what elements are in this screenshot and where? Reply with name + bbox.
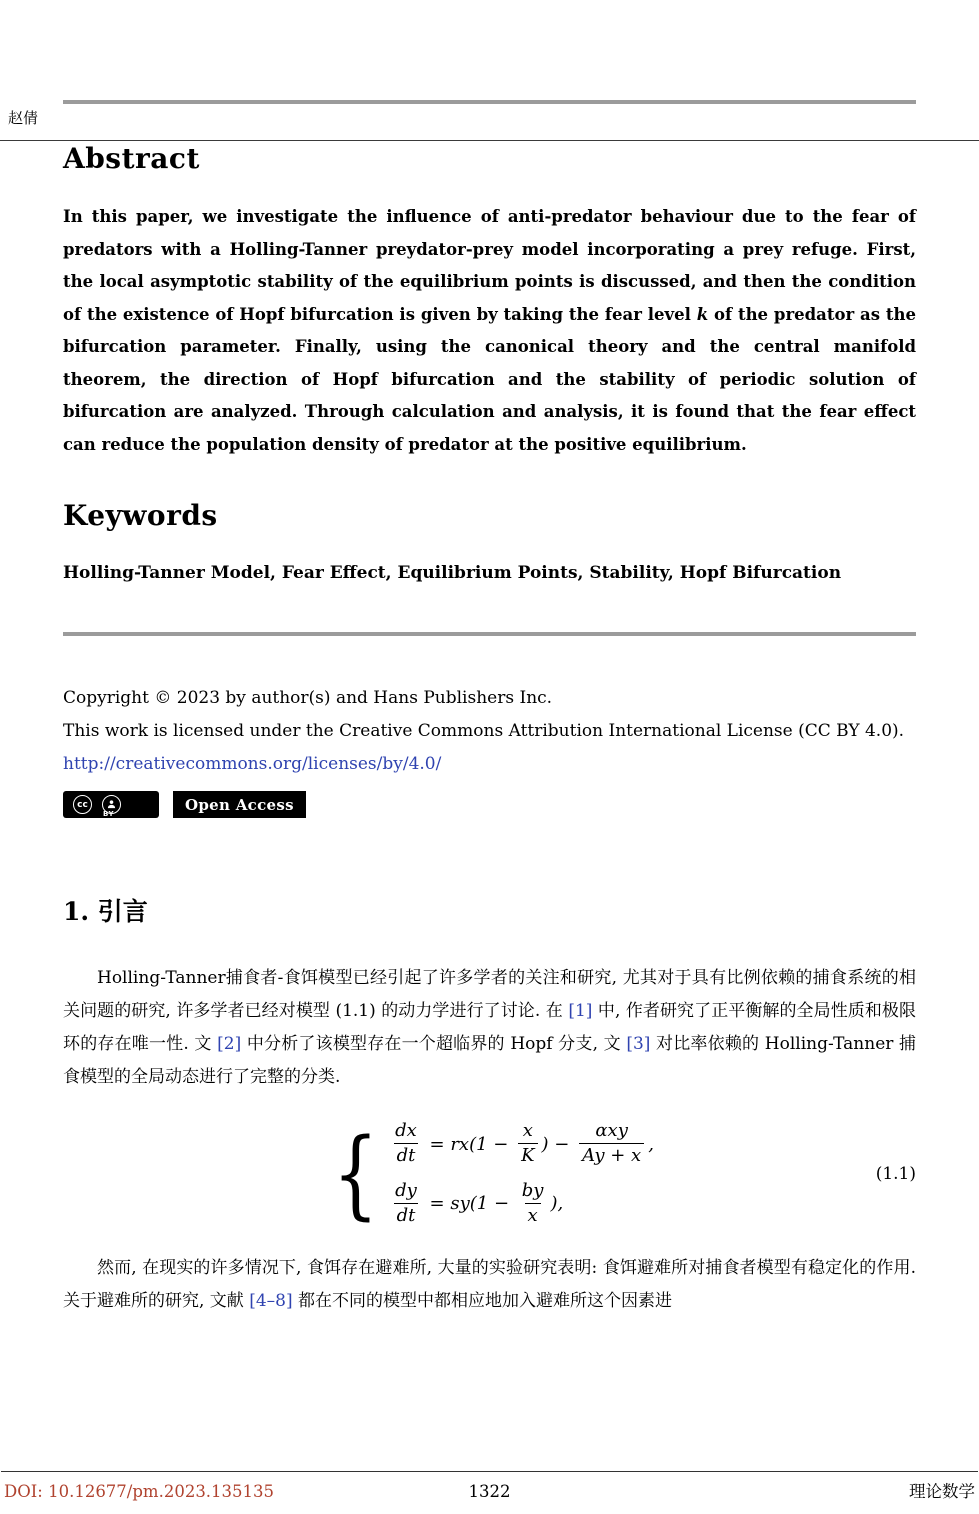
frac-den: K xyxy=(518,1143,537,1168)
cc-by-badge[interactable] xyxy=(63,791,159,818)
license-url-link[interactable]: http://creativecommons.org/licenses/by/4.0/ xyxy=(63,754,442,774)
header-rule xyxy=(0,140,979,141)
intro-p2-text2: 都在不同的模型中都相应地加入避难所这个因素进 xyxy=(292,1291,673,1311)
left-brace: { xyxy=(332,1118,379,1230)
eq1-tail: , xyxy=(648,1133,654,1155)
fraction-by-x xyxy=(519,1180,547,1228)
equation-number: (1.1) xyxy=(875,1164,916,1184)
citation-1[interactable]: [1] xyxy=(568,1001,593,1021)
equation-line-1 xyxy=(388,1120,654,1168)
equation-1-1 xyxy=(63,1120,916,1228)
copyright-block xyxy=(63,682,916,818)
fraction-x-K xyxy=(518,1120,537,1168)
license-line: This work is licensed under the Creative Commons Attribution International License (CC BY 4.0). xyxy=(63,721,905,741)
intro-p1-text1: Holling-Tanner捕食者-食饵模型已经引起了许多学者的关注和研究, 尤其对于具有比例依赖的捕食系统的相关问题的研究, 许多学者已经对模型 (1.1) 的动力学进行了讨论. 在 xyxy=(63,968,916,1021)
section-1-heading: 1. 引言 xyxy=(63,897,148,926)
intro-p1-text4: 对比率依赖的 Holling-Tanner 捕食模型的全局动态进行了完整的分类. xyxy=(63,1034,916,1087)
fraction-axy-Ayx xyxy=(579,1120,644,1168)
cc-icon xyxy=(73,795,92,814)
intro-p1-text3: 中分析了该模型存在一个超临界的 Hopf 分支, 文 xyxy=(241,1034,627,1054)
open-access-badge[interactable] xyxy=(173,791,306,818)
frac-den: dt xyxy=(394,1203,419,1228)
derivative-dx-dt xyxy=(392,1120,420,1168)
frac-den: x xyxy=(525,1203,541,1228)
frac-num: x xyxy=(522,1120,533,1142)
frac-den: dt xyxy=(394,1143,419,1168)
cc-by-label: BY xyxy=(103,810,115,818)
frac-num: by xyxy=(521,1180,544,1201)
intro-p2-text1: 然而, 在现实的许多情况下, 食饵存在避难所, 大量的实验研究表明: 食饵避难所对捕食者模型有稳定化的作用. 关于避难所的研究, 文献 xyxy=(63,1258,916,1311)
license-badges xyxy=(63,791,916,818)
copyright-line: Copyright © 2023 by author(s) and Hans Publishers Inc. xyxy=(63,688,553,708)
running-header xyxy=(8,107,38,128)
page-content xyxy=(0,100,979,1318)
frac-num: dy xyxy=(395,1180,417,1201)
citation-3[interactable]: [3] xyxy=(626,1034,651,1054)
math-var-k: k xyxy=(696,304,709,324)
abstract-text-part1: In this paper, we investigate the influence of anti-predator behaviour due to the fear of predators with a Holling-Tanner preydator-prey model incorporating a prey refuge. First, the local asymptotic stability of the equilibrium points is discussed, and then the condition of the existence of Hopf bifurcation is given by taking the fear level xyxy=(63,207,916,324)
footer-doi-link[interactable]: DOI: 10.12677/pm.2023.135135 xyxy=(4,1482,275,1501)
equation-lines xyxy=(388,1120,654,1228)
page-footer xyxy=(0,1471,979,1514)
eq1-mid1: = rx(1 − xyxy=(423,1133,515,1155)
cc-icon-label: cc xyxy=(77,799,88,810)
abstract-text-part2: of the predator as the bifurcation parameter. Finally, using the canonical theory and the central manifold theorem, the direction of Hopf bifurcation and the stability of periodic solution of bifurcation are analyzed. Through calculation and analysis, it is found that the fear effect can reduce the population density of predator at the positive equilibrium. xyxy=(63,304,916,454)
abstract-text xyxy=(63,201,916,461)
eq1-mid2: ) − xyxy=(541,1133,576,1155)
footer-row xyxy=(0,1472,979,1514)
eq2-tail: ), xyxy=(550,1193,564,1215)
equation-line-2 xyxy=(388,1180,654,1228)
paper-page xyxy=(0,100,979,1514)
open-access-label: Open Access xyxy=(185,795,294,814)
citation-4-8[interactable]: [4–8] xyxy=(249,1291,293,1311)
footer-journal-name: 理论数学 xyxy=(909,1482,976,1501)
top-thick-rule xyxy=(63,100,916,104)
eq2-mid1: = sy(1 − xyxy=(423,1193,515,1215)
intro-p1-text2: 中, 作者研究了正平衡解的全局性质和极限环的存在唯一性. 文 xyxy=(63,1001,916,1054)
abstract-heading: Abstract xyxy=(63,142,200,175)
frac-den: Ay + x xyxy=(579,1143,644,1168)
derivative-dy-dt xyxy=(392,1180,420,1228)
intro-paragraph-1 xyxy=(63,962,916,1094)
keywords-text: Holling-Tanner Model, Fear Effect, Equilibrium Points, Stability, Hopf Bifurcation xyxy=(63,563,842,583)
footer-page-number: 1322 xyxy=(468,1482,511,1501)
intro-paragraph-2 xyxy=(63,1252,916,1318)
keywords-heading: Keywords xyxy=(63,499,218,532)
equation-body xyxy=(325,1120,654,1228)
frac-num: dx xyxy=(395,1120,417,1142)
bottom-thick-rule xyxy=(63,632,916,636)
frac-num: αxy xyxy=(595,1120,628,1142)
running-header-author: 赵倩 xyxy=(8,109,39,127)
citation-2[interactable]: [2] xyxy=(217,1034,242,1054)
